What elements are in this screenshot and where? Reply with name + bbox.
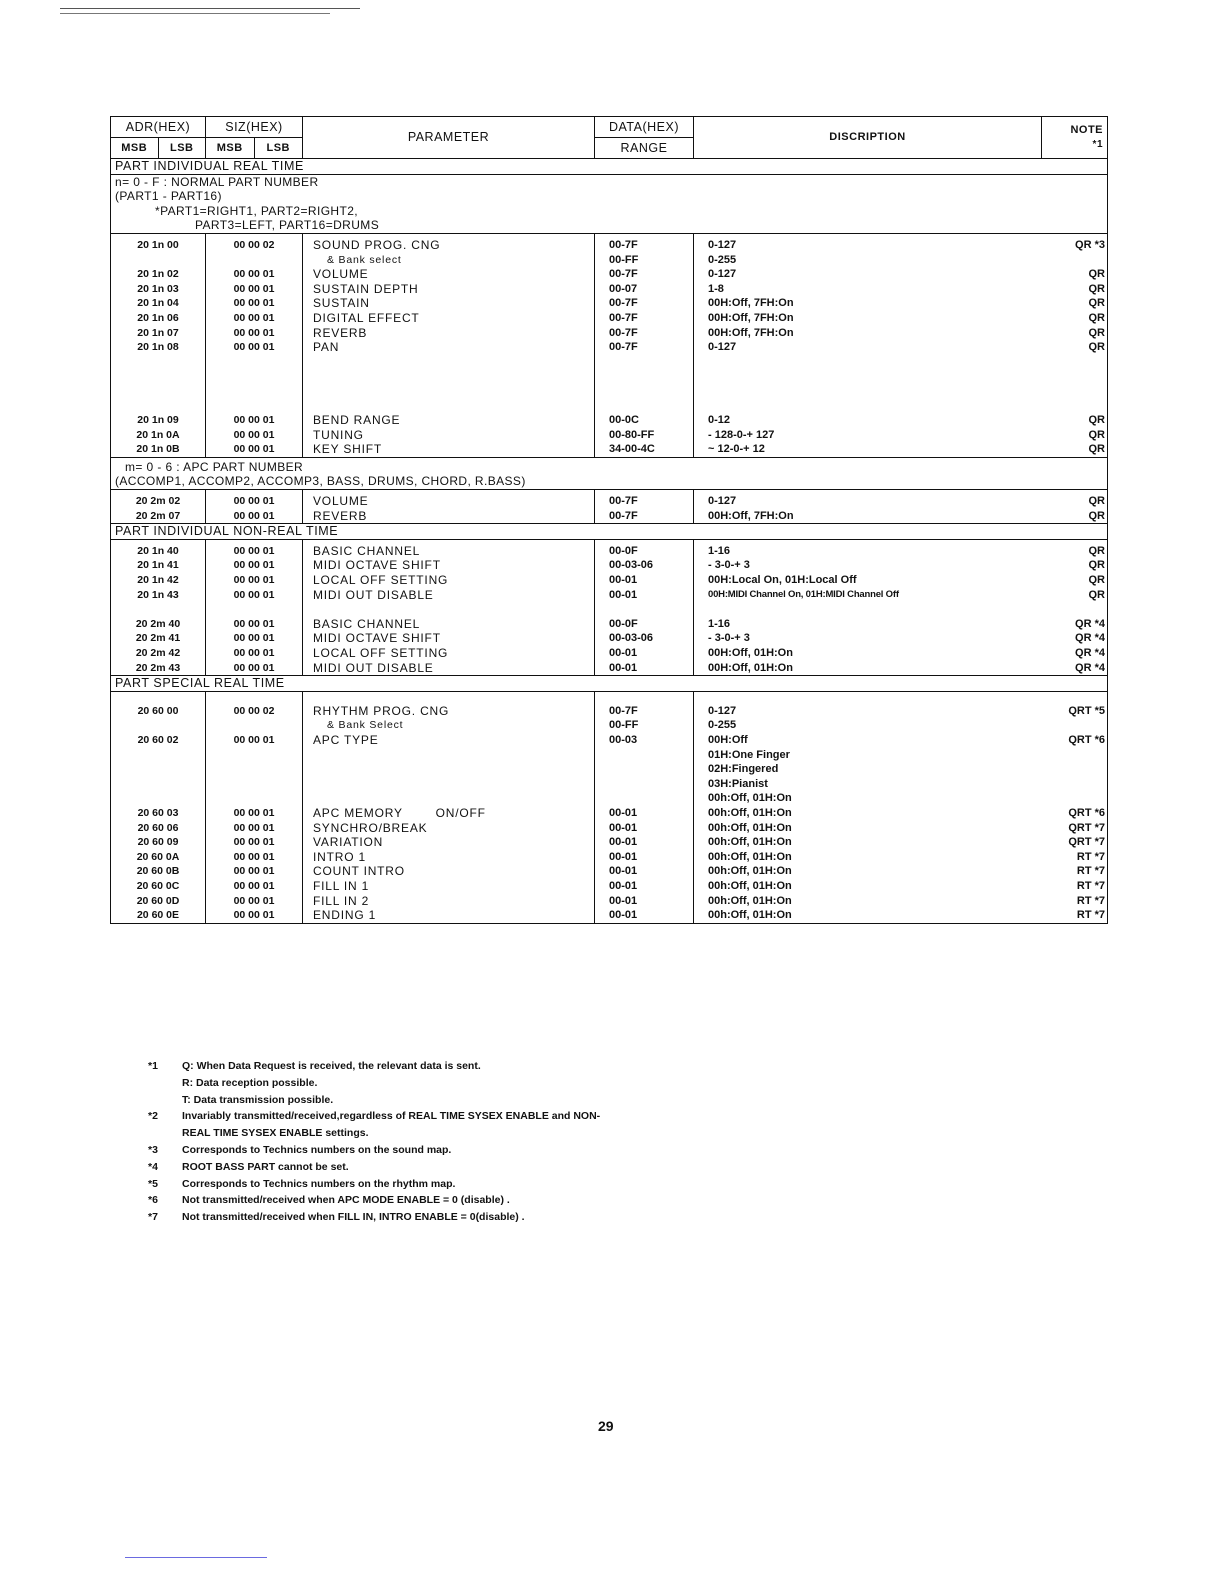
siz-cell	[210, 791, 298, 806]
parameter-cell: MIDI OUT DISABLE	[313, 660, 434, 675]
siz-cell: 00 00 01	[233, 806, 275, 819]
section-title-individual-non-real-time: PART INDIVIDUAL NON-REAL TIME	[111, 524, 1108, 540]
description-cell: 0-12	[708, 414, 731, 427]
adr-cell: 20 2m 41	[135, 632, 181, 645]
siz-cell: 00 00 01	[233, 326, 275, 339]
note-cell: QR	[1088, 297, 1105, 310]
parameter-cell: BEND RANGE	[313, 413, 401, 428]
adr-cell: 20 60 0B	[136, 865, 180, 878]
note-cell	[1046, 777, 1106, 792]
sysex-parameter-table	[110, 116, 1108, 924]
note-cell: QR *4	[1075, 632, 1105, 645]
footnote-text: Corresponds to Technics numbers on the rhythm map.	[182, 1177, 456, 1190]
parameter-cell: BASIC CHANNEL	[313, 616, 421, 631]
range-cell: 00-03-06	[609, 559, 654, 572]
description-cell: 00H:Off	[708, 733, 748, 746]
note-cell: QR	[1088, 311, 1105, 324]
description-cell: 00H:MIDI Channel On, 01H:MIDI Channel Off	[708, 588, 899, 600]
parameter-cell: TUNING	[313, 427, 364, 442]
adr-cell	[115, 718, 201, 733]
adr-cell: 20 1n 43	[137, 588, 179, 601]
siz-cell	[210, 762, 298, 777]
note-cell: QR	[1088, 588, 1105, 601]
adr-cell: 20 1n 04	[137, 297, 179, 310]
parameter-cell: LOCAL OFF SETTING	[313, 646, 449, 660]
parameter-cell: BASIC CHANNEL	[313, 543, 421, 558]
parameter-cell	[313, 777, 590, 792]
page-number: 29	[598, 1418, 614, 1434]
adr-cell: 20 1n 06	[137, 311, 179, 324]
section-title-individual-real-time: PART INDIVIDUAL REAL TIME	[111, 159, 1108, 175]
range-cell: 00-0F	[609, 617, 638, 630]
footnote-text: T: Data transmission possible.	[182, 1093, 334, 1106]
note-cell: QR	[1088, 282, 1105, 295]
range-cell	[609, 777, 689, 792]
note-cell	[1046, 718, 1106, 733]
adr-cell: 20 2m 40	[135, 617, 181, 630]
parameter-cell: MIDI OUT DISABLE	[313, 587, 434, 602]
range-cell: 00-0C	[609, 414, 639, 427]
note-cell: RT *7	[1076, 879, 1105, 892]
table-row-group	[111, 233, 1108, 457]
siz-cell: 00 00 01	[233, 574, 275, 587]
note-cell: QR *4	[1075, 647, 1105, 659]
siz-msb-label: MSB	[206, 138, 255, 158]
note-cell: QR	[1088, 544, 1105, 557]
description-cell: 00h:Off, 01H:On	[708, 806, 792, 819]
range-cell: 00-0F	[609, 544, 638, 557]
footnote-text: Q: When Data Request is received, the relevant data is sent.	[182, 1060, 481, 1072]
note-cell: RT *7	[1076, 865, 1105, 878]
range-cell: 00-01	[609, 909, 638, 922]
range-cell: 00-7F	[609, 704, 638, 717]
note-cell: QR	[1088, 443, 1105, 456]
adr-cell: 20 60 03	[137, 806, 179, 819]
scan-top-rule	[60, 8, 360, 9]
range-cell: 00-03	[609, 733, 638, 746]
note-line: *PART1=RIGHT1, PART2=RIGHT2,	[155, 203, 359, 218]
siz-cell: 00 00 01	[233, 282, 275, 295]
siz-cell: 00 00 01	[233, 588, 275, 601]
description-cell: 00H:Off, 01H:On	[708, 661, 793, 674]
parameter-cell: VARIATION	[313, 835, 384, 850]
siz-cell: 00 00 01	[233, 865, 275, 878]
note-cell	[1046, 791, 1106, 806]
description-cell: 0-127	[708, 495, 737, 508]
footnote	[148, 1142, 1048, 1159]
footnote	[148, 1108, 1048, 1125]
footnote	[148, 1092, 1048, 1109]
description-cell: 0-127	[708, 238, 737, 251]
description-cell: 00H:Off, 7FH:On	[708, 297, 794, 310]
parameter-cell: LOCAL OFF SETTING	[313, 573, 449, 588]
adr-cell: 20 1n 42	[137, 574, 179, 587]
description-cell: 0-127	[708, 268, 737, 281]
description-header: DISCRIPTION	[694, 117, 1042, 159]
description-cell: 0-255	[708, 253, 737, 266]
note-cell: QR	[1088, 268, 1105, 281]
adr-header-label: ADR(HEX)	[111, 117, 205, 138]
range-header-label: RANGE	[620, 141, 668, 155]
siz-cell	[210, 748, 298, 763]
scan-top-rule-2	[60, 13, 330, 14]
footnote-text: REAL TIME SYSEX ENABLE settings.	[182, 1127, 369, 1140]
description-cell: 03H:Pianist	[708, 777, 768, 790]
description-cell: 00H:Off, 7FH:On	[708, 326, 794, 339]
description-cell: 00h:Off, 01H:On	[708, 894, 792, 907]
parameter-cell: REVERB	[313, 325, 368, 340]
description-cell: 00h:Off, 01H:On	[708, 792, 792, 805]
range-cell: 00-7F	[609, 341, 638, 354]
description-cell: 00H:Local On, 01H:Local Off	[708, 574, 857, 587]
siz-header	[206, 117, 303, 159]
adr-cell	[115, 253, 201, 268]
footnote-mark: *3	[148, 1143, 158, 1156]
apc-part-number-note	[111, 457, 1108, 489]
description-cell: - 128-0-+ 127	[708, 428, 775, 441]
footnote-text: R: Data reception possible.	[182, 1076, 318, 1089]
siz-cell: 00 00 01	[233, 311, 275, 324]
parameter-cell: SYNCHRO/BREAK	[313, 820, 428, 835]
siz-cell: 00 00 01	[233, 268, 275, 281]
footnote-mark: *1	[148, 1060, 158, 1072]
description-cell: 00H:Off, 01H:On	[708, 647, 793, 659]
note-cell: RT *7	[1076, 909, 1105, 922]
note-line: PART3=LEFT, PART16=DRUMS	[195, 218, 380, 233]
siz-cell	[210, 777, 298, 792]
note-cell: QR	[1088, 341, 1105, 354]
range-cell: 00-FF	[609, 719, 639, 732]
description-cell: 00h:Off, 01H:On	[708, 865, 792, 878]
description-cell: 01H:One Finger	[708, 748, 790, 761]
note-cell: QRT *5	[1068, 704, 1105, 717]
siz-cell	[210, 718, 298, 733]
siz-cell: 00 00 01	[233, 495, 275, 508]
note-cell: QRT *6	[1068, 806, 1105, 819]
footnote-mark: *2	[148, 1110, 158, 1123]
adr-cell: 20 2m 42	[135, 647, 181, 659]
range-cell: 00-01	[609, 865, 638, 878]
description-cell: 02H:Fingered	[708, 763, 779, 776]
siz-cell: 00 00 01	[233, 733, 275, 746]
note-cell: QR *3	[1075, 238, 1105, 251]
note-cell: RT *7	[1076, 850, 1105, 863]
siz-cell: 00 00 01	[233, 661, 275, 674]
siz-cell	[210, 253, 298, 268]
siz-cell: 00 00 01	[233, 836, 275, 849]
description-cell: 00h:Off, 01H:On	[708, 836, 792, 849]
footnote-text: ROOT BASS PART cannot be set.	[182, 1160, 349, 1173]
adr-cell	[115, 748, 201, 763]
range-cell: 00-07	[609, 282, 638, 295]
range-cell: 00-01	[609, 850, 638, 863]
siz-cell: 00 00 01	[233, 850, 275, 863]
table-row-group	[111, 490, 1108, 524]
note-cell: QR	[1088, 559, 1105, 572]
range-cell: 00-01	[609, 894, 638, 907]
siz-cell: 00 00 01	[233, 509, 275, 522]
parameter-cell: APC MEMORY ON/OFF	[313, 805, 486, 820]
table-row-group	[111, 691, 1108, 923]
table-row-group	[111, 539, 1108, 675]
footnote-mark: *4	[148, 1160, 158, 1173]
adr-cell: 20 60 00	[137, 704, 179, 717]
adr-cell: 20 2m 43	[135, 661, 181, 674]
description-cell: 00h:Off, 01H:On	[708, 909, 792, 922]
range-cell: 00-7F	[609, 311, 638, 324]
footnote-mark: *7	[148, 1211, 158, 1224]
footnote	[148, 1209, 1048, 1226]
note-cell	[1046, 748, 1106, 763]
note-cell: QR	[1088, 326, 1105, 339]
parameter-cell: APC TYPE	[313, 732, 379, 747]
description-cell: 0-127	[708, 704, 737, 717]
parameter-cell: DIGITAL EFFECT	[313, 310, 420, 325]
range-cell	[609, 748, 689, 763]
range-cell: 00-7F	[609, 238, 638, 251]
range-cell: 00-01	[609, 661, 638, 674]
description-cell: ~ 12-0-+ 12	[708, 443, 765, 456]
range-cell: 00-03-06	[609, 632, 654, 645]
note-cell: QR	[1088, 509, 1105, 522]
parameter-cell: SOUND PROG. CNG	[313, 237, 441, 252]
adr-lsb-label: LSB	[170, 142, 194, 154]
adr-cell: 20 60 0A	[136, 850, 180, 863]
range-cell: 00-01	[609, 574, 638, 587]
note-cell: QRT *7	[1068, 836, 1105, 849]
siz-cell: 00 00 01	[233, 443, 275, 456]
parameter-cell: COUNT INTRO	[313, 864, 405, 879]
range-cell: 00-01	[609, 879, 638, 892]
note-cell: QR	[1088, 574, 1105, 587]
note-header-ref: *1	[1092, 138, 1103, 150]
note-cell: QR	[1088, 428, 1105, 441]
siz-cell: 00 00 01	[233, 544, 275, 557]
footnote	[148, 1125, 1048, 1142]
parameter-cell: KEY SHIFT	[313, 442, 382, 457]
note-cell: RT *7	[1076, 894, 1105, 907]
adr-cell: 20 1n 08	[137, 341, 179, 354]
adr-cell: 20 1n 0B	[136, 443, 180, 456]
parameter-cell: FILL IN 2	[313, 893, 370, 908]
siz-cell: 00 00 02	[233, 238, 275, 251]
range-cell: 00-01	[609, 821, 638, 834]
note-line: m= 0 - 6 : APC PART NUMBER	[125, 459, 304, 474]
data-header-label: DATA(HEX)	[595, 117, 693, 138]
adr-cell: 20 1n 09	[137, 414, 179, 427]
parameter-cell: MIDI OCTAVE SHIFT	[313, 631, 441, 646]
footnote-text: Invariably transmitted/received,regardless of REAL TIME SYSEX ENABLE and NON-	[182, 1110, 601, 1123]
range-cell	[609, 762, 689, 777]
parameter-cell: REVERB	[313, 508, 368, 523]
adr-cell: 20 1n 41	[137, 559, 179, 572]
parameter-cell: INTRO 1	[313, 849, 366, 864]
parameter-cell: FILL IN 1	[313, 878, 370, 893]
parameter-cell	[313, 791, 590, 806]
range-cell: 00-FF	[609, 253, 639, 266]
description-cell: 1-8	[708, 282, 724, 295]
note-line: (ACCOMP1, ACCOMP2, ACCOMP3, BASS, DRUMS, CHORD, R.BASS)	[115, 474, 526, 489]
parameter-cell: & Bank Select	[327, 719, 404, 732]
range-cell: 00-7F	[609, 495, 638, 508]
siz-cell: 00 00 01	[233, 559, 275, 572]
description-cell: - 3-0-+ 3	[708, 559, 750, 572]
parameter-cell: RHYTHM PROG. CNG	[313, 703, 450, 718]
siz-cell: 00 00 01	[233, 428, 275, 441]
range-cell: 00-01	[609, 588, 638, 601]
range-cell: 00-7F	[609, 268, 638, 281]
parameter-header: PARAMETER	[303, 117, 595, 159]
description-cell: - 3-0-+ 3	[708, 632, 750, 645]
footnote	[148, 1192, 1048, 1209]
range-cell: 00-7F	[609, 509, 638, 522]
parameter-cell: PAN	[313, 340, 340, 355]
range-cell	[609, 791, 689, 806]
parameter-cell: SUSTAIN	[313, 296, 370, 311]
parameter-cell	[313, 748, 590, 763]
adr-cell: 20 60 09	[137, 836, 179, 849]
adr-cell	[115, 762, 201, 777]
adr-cell: 20 1n 03	[137, 282, 179, 295]
footnote	[148, 1075, 1048, 1092]
adr-cell: 20 60 06	[137, 821, 179, 834]
range-cell: 00-7F	[609, 297, 638, 310]
range-cell: 00-80-FF	[609, 428, 655, 441]
range-cell: 00-01	[609, 836, 638, 849]
adr-cell: 20 1n 00	[137, 238, 179, 251]
description-cell: 1-16	[708, 544, 731, 557]
footnote	[148, 1159, 1048, 1176]
description-cell: 00h:Off, 01H:On	[708, 879, 792, 892]
siz-cell: 00 00 01	[233, 894, 275, 907]
adr-cell: 20 1n 02	[137, 268, 179, 281]
adr-cell: 20 1n 0A	[136, 428, 180, 441]
note-cell: QR	[1088, 414, 1105, 427]
footnote	[148, 1176, 1048, 1193]
adr-cell: 20 2m 02	[135, 495, 181, 508]
note-cell: QRT *6	[1068, 733, 1105, 746]
siz-cell: 00 00 01	[233, 617, 275, 630]
siz-cell: 00 00 01	[233, 821, 275, 834]
description-cell: 00h:Off, 01H:On	[708, 821, 792, 834]
normal-part-number-note	[111, 174, 1108, 233]
parameter-cell: & Bank select	[327, 253, 402, 266]
adr-msb-label: MSB	[111, 138, 159, 158]
adr-cell: 20 2m 07	[135, 509, 181, 522]
table-header-row	[111, 117, 1108, 159]
description-cell: 00H:Off, 7FH:On	[708, 311, 794, 324]
scan-bottom-rule	[125, 1557, 267, 1558]
section-title-special-real-time: PART SPECIAL REAL TIME	[111, 676, 1108, 692]
footnote	[148, 1058, 1048, 1075]
siz-lsb-label: LSB	[266, 142, 290, 154]
note-header	[1042, 117, 1108, 159]
parameter-cell	[313, 762, 590, 777]
siz-header-label: SIZ(HEX)	[206, 117, 302, 138]
range-cell: 00-01	[609, 806, 638, 819]
adr-cell: 20 60 02	[137, 733, 179, 746]
description-cell: 0-255	[708, 719, 737, 732]
footnote-text: Not transmitted/received when FILL IN, INTRO ENABLE = 0(disable) .	[182, 1211, 525, 1224]
siz-cell: 00 00 01	[233, 341, 275, 354]
note-header-label: NOTE	[1070, 123, 1103, 136]
adr-cell: 20 60 0D	[136, 894, 180, 907]
siz-cell: 00 00 01	[233, 414, 275, 427]
note-line: n= 0 - F : NORMAL PART NUMBER	[115, 174, 319, 189]
adr-header	[111, 117, 206, 159]
footnote-text: Corresponds to Technics numbers on the sound map.	[182, 1143, 452, 1156]
data-header	[595, 117, 694, 159]
description-cell: 00H:Off, 7FH:On	[708, 509, 794, 522]
siz-cell: 00 00 01	[233, 297, 275, 310]
note-cell: QRT *7	[1068, 821, 1105, 834]
adr-cell: 20 1n 07	[137, 326, 179, 339]
parameter-cell: ENDING 1	[313, 908, 377, 923]
footnote-mark: *6	[148, 1194, 158, 1207]
parameter-cell: MIDI OCTAVE SHIFT	[313, 558, 441, 573]
parameter-cell: VOLUME	[313, 494, 369, 509]
range-cell: 00-7F	[609, 326, 638, 339]
adr-cell: 20 60 0E	[136, 909, 180, 922]
siz-cell: 00 00 01	[233, 632, 275, 645]
note-cell: QR	[1088, 495, 1105, 508]
description-cell: 0-127	[708, 341, 737, 354]
note-cell	[1046, 253, 1106, 268]
range-cell: 00-01	[609, 647, 638, 659]
description-cell: 00h:Off, 01H:On	[708, 850, 792, 863]
footnote-text: Not transmitted/received when APC MODE ENABLE = 0 (disable) .	[182, 1194, 510, 1207]
parameter-cell: VOLUME	[313, 267, 369, 282]
siz-cell: 00 00 02	[233, 704, 275, 717]
siz-cell: 00 00 01	[233, 879, 275, 892]
range-cell: 34-00-4C	[609, 443, 655, 456]
note-line: (PART1 - PART16)	[115, 189, 222, 204]
adr-cell	[115, 777, 201, 792]
footnotes	[148, 1058, 1048, 1226]
footnote-mark: *5	[148, 1177, 158, 1190]
note-cell: QR *4	[1075, 617, 1105, 630]
adr-cell: 20 1n 40	[137, 544, 179, 557]
note-cell: QR *4	[1075, 661, 1105, 674]
description-cell: 1-16	[708, 617, 731, 630]
parameter-cell: SUSTAIN DEPTH	[313, 281, 419, 296]
adr-cell	[115, 791, 201, 806]
siz-cell: 00 00 01	[233, 647, 275, 659]
note-cell	[1046, 762, 1106, 777]
adr-cell: 20 60 0C	[136, 879, 180, 892]
siz-cell: 00 00 01	[233, 909, 275, 922]
